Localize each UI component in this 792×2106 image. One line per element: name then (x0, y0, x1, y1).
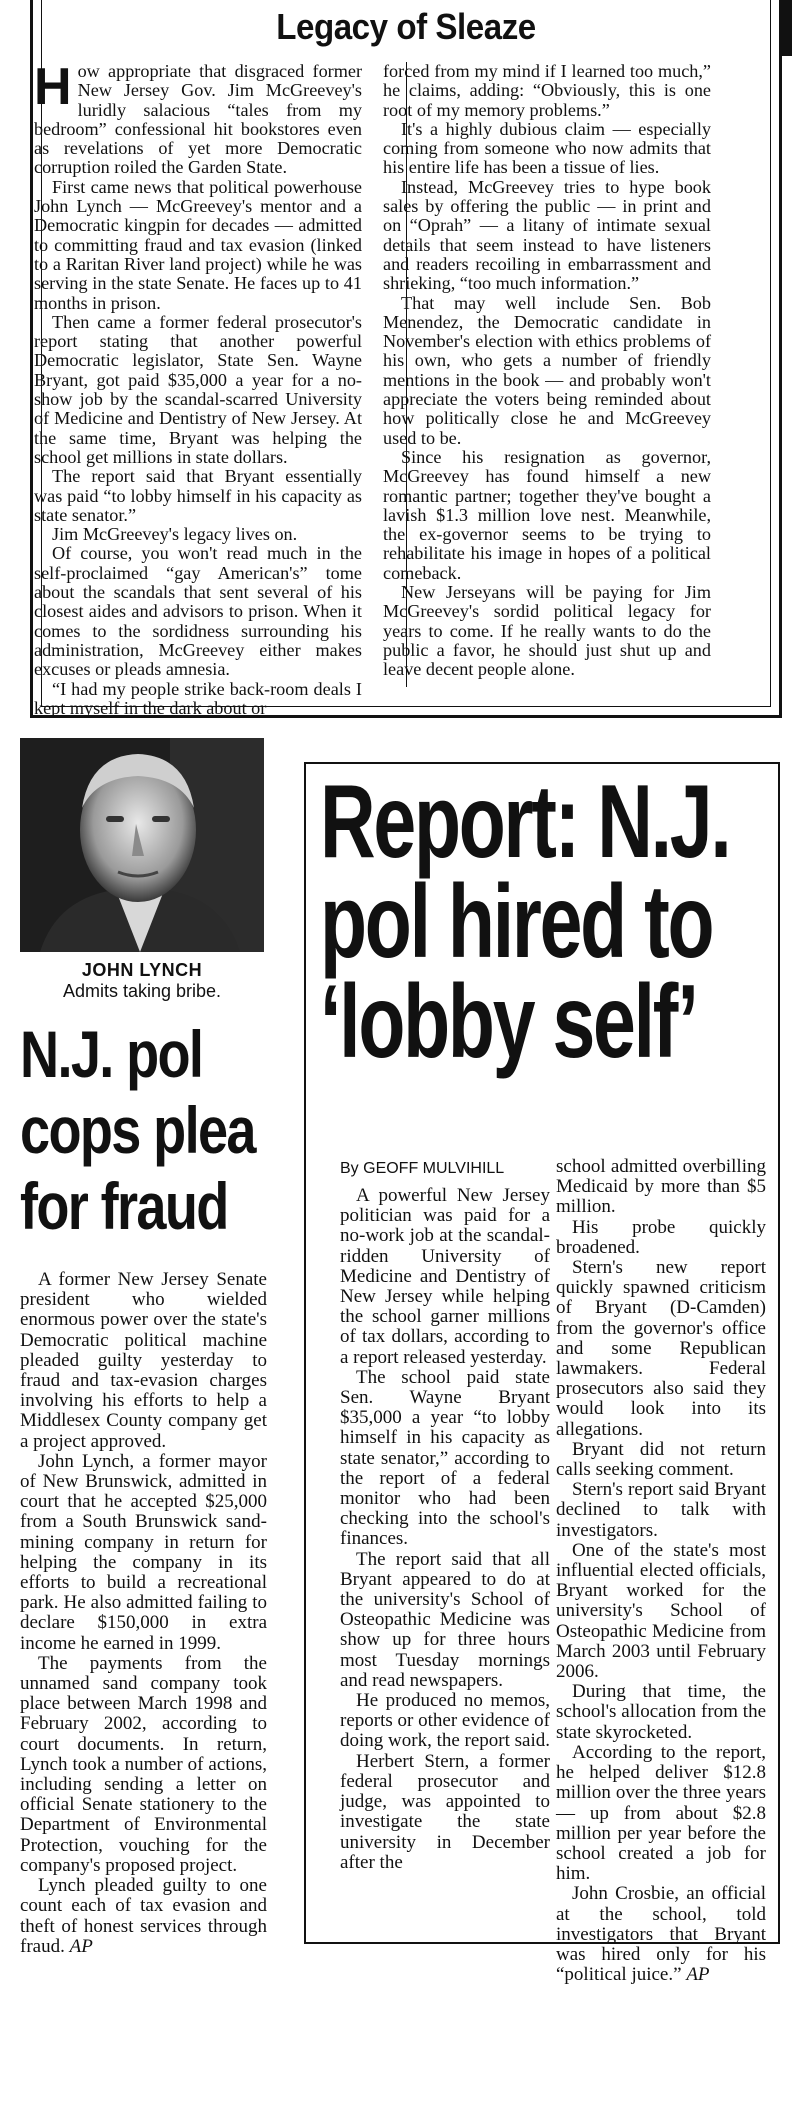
wire-credit: AP (686, 1964, 710, 1986)
story-paragraph: A powerful New Jersey politician was paid for a no-work job at the scandal-ridden University of Medicine and Dentistry of New Jersey while helping the school garner millions of tax dollars, according to a report released yesterday. (340, 1185, 550, 1368)
report-column-1 (340, 1186, 550, 1873)
headline-line: Report: N.J. (320, 764, 730, 880)
story-paragraph: According to the report, he helped deliver $12.8 million over the three years — up from about $2.8 million per year before the school created a job for him. (556, 1741, 766, 1885)
editorial-paragraph: New Jerseyans will be paying for Jim McGreevey's sordid political legacy for years to come. If he really wants to do the public a favor, he should just shut up and leave decent people alone. (383, 582, 711, 680)
editorial-paragraph (34, 58, 362, 178)
story-paragraph: The payments from the unnamed sand company took place between March 1998 and February 2002, according to court documents. In return, Lynch took a number of actions, including sending a letter on official Senate stationery to the Department of Environmental Protection, vouching for the company's proposed project. (20, 1652, 267, 1876)
story-paragraph: The report said that all Bryant appeared to do at the university's School of Osteopathic Medicine was show up for three hours most Tuesday mornings and read newspapers. (340, 1548, 550, 1691)
story-paragraph: A former New Jersey Senate president who wielded enormous power over the state's Democratic political machine pleaded guilty yesterday to fraud and tax-evasion charges involving his efforts to help a Middlesex County company get a project approved. (20, 1269, 267, 1452)
lynch-headline (20, 1016, 255, 1244)
story-paragraph (20, 1876, 267, 1957)
editorial-paragraph: forced from my mind if I learned too much,” he claims, adding: “Obviously, this is one root of my memory problems.” (383, 61, 711, 120)
editorial-paragraph: The report said that Bryant essentially was paid “to lobby himself in his capacity as state senator.” (34, 466, 362, 525)
editorial-column-2 (383, 62, 711, 680)
editorial-paragraph: Then came a former federal prosecutor's report stating that another powerful Democratic legislator, State Sen. Wayne Bryant, got paid $35,000 a year for a no-show job by the scandal-scarred University of Medicine and Dentistry of New Jersey. At the same time, Bryant was helping the school get millions in state dollars. (34, 311, 362, 467)
headline-line: pol hired to (320, 864, 713, 980)
editorial-paragraph: Since his resignation as governor, McGreevey has found himself a new romantic partner; together they've bought a lavish $1.3 million love nest. Meanwhile, the ex-governor seems to be trying to rehabilitate his image in hopes of a political comeback. (383, 446, 711, 583)
photo-caption-text: Admits taking bribe. (62, 981, 222, 1001)
byline: By GEOFF MULVIHILL (340, 1160, 505, 1177)
drop-cap: H (34, 58, 72, 116)
story-paragraph: John Lynch, a former mayor of New Brunswick, admitted in court that he accepted $25,000 from a South Brunswick sand-mining company in return for helping the company in its efforts to build a recreational park. He also admitted failing to declare $150,000 in extra income he earned in 1999. (20, 1450, 267, 1654)
story-paragraph: school admitted overbilling Medicaid by more than $5 million. (556, 1156, 766, 1218)
report-column-2 (556, 1157, 766, 1985)
editorial-title: Legacy of Sleaze (276, 6, 536, 47)
story-paragraph: During that time, the school's allocation from the state skyrocketed. (556, 1681, 766, 1743)
story-paragraph: Stern's new report quickly spawned criticism of Bryant (D-Camden) from the governor's office and some Republican lawmakers. Federal prosecutors also said they would look into its allegations. (556, 1257, 766, 1440)
photo-caption-name: JOHN LYNCH (81, 960, 203, 980)
john-lynch-photo (20, 738, 264, 952)
story-text: Lynch pleaded guilty to one count each of tax evasion and theft of honest services through fraud. (20, 1875, 267, 1957)
report-headline (320, 764, 730, 1080)
editorial-paragraph: It's a highly dubious claim — especially coming from someone who now admits that his entire life has been a tissue of lies. (383, 118, 711, 178)
story-text: John Crosbie, an official at the school, told investigators that Bryant was hired only for his “political juice.” (556, 1883, 766, 1986)
page-edge-bar (782, 0, 792, 56)
wire-credit: AP (69, 1935, 93, 1957)
editorial-paragraph: Jim McGreevey's legacy lives on. (52, 524, 298, 545)
story-paragraph: Stern's report said Bryant declined to talk with investigators. (556, 1479, 766, 1541)
editorial-paragraph: Of course, you won't read much in the self-proclaimed “gay American's” tome about the scandals that sent several of his closest aides and advisors to prison. When it comes to the sordidness surrounding his administration, McGreevey either makes excuses or pleads amnesia. (34, 543, 362, 680)
editorial-column-1 (34, 58, 362, 718)
story-paragraph: Bryant did not return calls seeking comment. (556, 1438, 766, 1481)
story-paragraph: Herbert Stern, a former federal prosecutor and judge, was appointed to investigate the state university in December after the (340, 1750, 550, 1873)
portrait-image (20, 738, 264, 952)
story-paragraph (556, 1884, 766, 1985)
headline-line: cops plea (20, 1093, 255, 1167)
editorial-paragraph: First came news that political powerhouse John Lynch — McGreevey's mentor and a Democratic kingpin for decades — admitted to committing fraud and tax evasion (linked to a Raritan River land project) while he was serving in the state Senate. He faces up to 41 months in prison. (34, 176, 362, 313)
editorial-text: ow appropriate that disgraced former New Jersey Gov. Jim McGreevey's luridly salacious “tales from my bedroom” confessional hit bookstores even as revelations of yet more Democratic corruption roiled the Garden State. (34, 61, 362, 178)
story-paragraph: He produced no memos, reports or other evidence of doing work, the report said. (340, 1690, 551, 1752)
headline-line: N.J. pol (20, 1017, 203, 1091)
lynch-story-body (20, 1270, 267, 1957)
story-paragraph: His probe quickly broadened. (556, 1216, 766, 1258)
story-paragraph: The school paid state Sen. Wayne Bryant $35,000 a year “to lobby himself in his capacity as state senator,” according to the report of a federal monitor who had been checking into the school's finances. (340, 1366, 550, 1550)
headline-line: ‘lobby self’ (320, 964, 697, 1080)
story-paragraph: One of the state's most influential elected officials, Bryant worked for the university's School of Osteopathic Medicine from March 2003 until February 2006. (556, 1539, 766, 1683)
editorial-paragraph: That may well include Sen. Bob Menendez, the Democratic candidate in November's election with ethics problems of his own, who gets a number of friendly mentions in the book — and probably won't appreciate the voters being reminded about how politically close he and McGreevey used to be. (383, 292, 711, 448)
editorial-paragraph: Instead, McGreevey tries to hype book sales by offering the public — in print and on “Oprah” — a litany of intimate sexual details that seem instead to have listeners and readers recoiling in embarrassment and shrieking, “too much information.” (383, 176, 711, 294)
headline-line: for fraud (20, 1169, 228, 1243)
editorial-paragraph: “I had my people strike back-room deals I kept myself in the dark about or (34, 678, 362, 718)
